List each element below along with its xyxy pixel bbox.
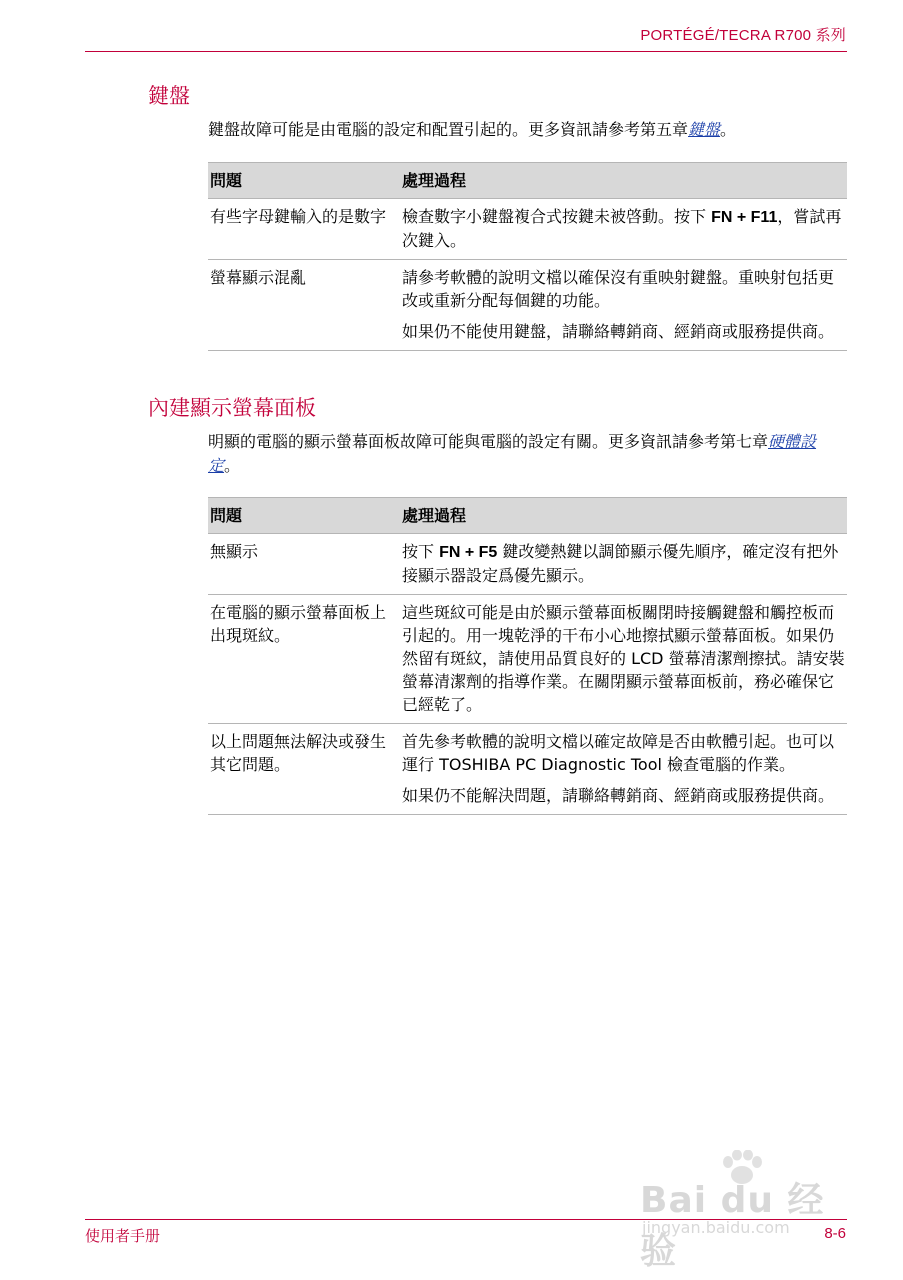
footer-manual-title: 使用者手册 [85, 1227, 161, 1245]
procedure-paragraph: 請參考軟體的說明文檔以確保沒有重映射鍵盤。重映射包括更改或重新分配每個鍵的功能。 [402, 268, 835, 310]
procedure-cell [400, 199, 847, 260]
section-intro-keyboard [208, 118, 848, 142]
procedure-text: 按下 [402, 542, 440, 561]
running-header-title: PORTÉGÉ/TECRA R700 系列 [640, 27, 846, 44]
page-number: 8-6 [824, 1225, 846, 1242]
column-header-problem: 問題 [208, 498, 400, 534]
table-row [208, 534, 847, 595]
problem-cell: 無顯示 [208, 534, 400, 595]
section-intro-display-panel [208, 430, 848, 478]
problem-cell: 以上問題無法解決或發生其它問題。 [208, 724, 400, 815]
procedure-cell [400, 595, 847, 724]
section-title-display-panel: 內建顯示螢幕面板 [148, 396, 316, 420]
table-row [208, 724, 847, 815]
intro-text: 明顯的電腦的顯示螢幕面板故障可能與電腦的設定有關。更多資訊請參考第七章 [208, 432, 769, 451]
key-combination: FN + F11 [711, 209, 778, 226]
intro-text: 鍵盤故障可能是由電腦的設定和配置引起的。更多資訊請參考第五章 [208, 120, 689, 139]
display-troubleshoot-table [208, 497, 847, 815]
table-row [208, 199, 847, 260]
column-header-problem: 問題 [208, 163, 400, 199]
problem-cell: 在電腦的顯示螢幕面板上出現斑紋。 [208, 595, 400, 724]
procedure-text: ，嘗試再次鍵入。 [402, 207, 842, 250]
table-row [208, 595, 847, 724]
procedure-paragraph: 這些斑紋可能是由於顯示螢幕面板關閉時接觸鍵盤和觸控板而引起的。用一塊乾淨的干布小心地擦拭顯示螢幕面板。如果仍然留有斑紋，請使用品質良好的 LCD 螢幕清潔劑擦拭。請安裝螢幕清潔劑的指導作業。在關閉顯示螢幕面板前，務必確保它已經乾了。 [402, 603, 845, 714]
keyboard-troubleshoot-table [208, 162, 847, 351]
procedure-paragraph: 如果仍不能解決問題，請聯絡轉銷商、經銷商或服務提供商。 [402, 786, 835, 805]
table-row [208, 260, 847, 351]
column-header-procedure: 處理過程 [400, 498, 847, 534]
table-header-row [208, 163, 847, 199]
table-header-row [208, 498, 847, 534]
column-header-procedure: 處理過程 [400, 163, 847, 199]
procedure-cell [400, 534, 847, 595]
watermark-url: jingyan.baidu.com [642, 1218, 790, 1237]
procedure-paragraph: 首先參考軟體的說明文檔以確定故障是否由軟體引起。也可以運行 TOSHIBA PC Diagnostic Tool 檢查電腦的作業。 [402, 732, 835, 774]
problem-cell: 螢幕顯示混亂 [208, 260, 400, 351]
footer-rule [85, 1219, 847, 1220]
intro-end: 。 [720, 120, 737, 139]
procedure-text: 檢查數字小鍵盤複合式按鍵未被啓動。按下 [402, 207, 712, 226]
procedure-paragraph: 如果仍不能使用鍵盤，請聯絡轉銷商、經銷商或服務提供商。 [402, 322, 835, 341]
problem-cell: 有些字母鍵輸入的是數字 [208, 199, 400, 260]
watermark-brand: Bai du 经验 [640, 1180, 825, 1272]
chapter-link-hardware-setup[interactable]: 硬體設定 [208, 432, 817, 475]
procedure-cell [400, 724, 847, 815]
procedure-cell [400, 260, 847, 351]
section-title-keyboard: 鍵盤 [148, 84, 190, 108]
header-rule [85, 51, 847, 52]
key-combination: FN + F5 [439, 544, 498, 561]
chapter-link-keyboard[interactable]: 鍵盤 [688, 120, 721, 139]
procedure-text: 鍵改變熱鍵以調節顯示優先順序，確定沒有把外接顯示器設定爲優先顯示。 [402, 542, 839, 585]
intro-end: 。 [224, 456, 241, 475]
